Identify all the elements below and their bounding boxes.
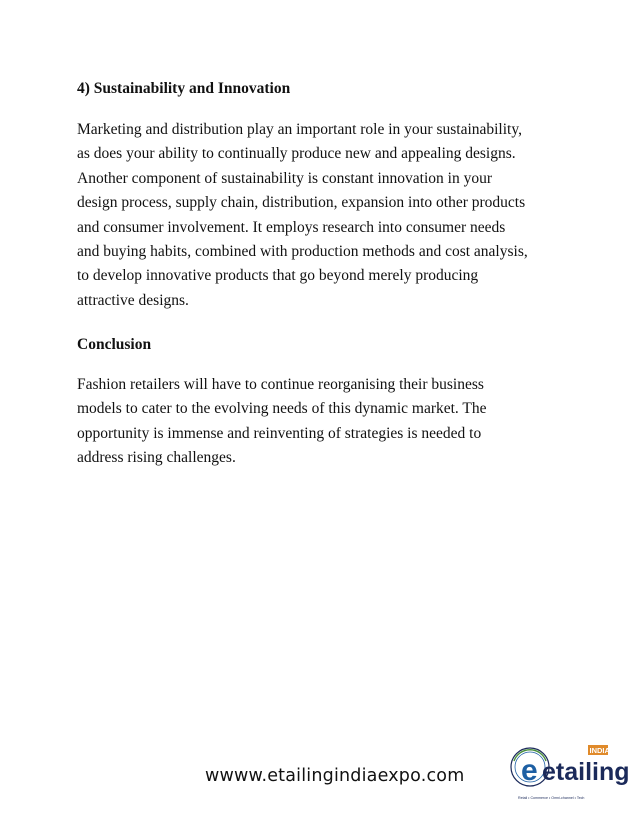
paragraph-line: models to cater to the evolving needs of this dynamic market. The [77, 400, 487, 418]
conclusion-paragraph [77, 373, 577, 471]
section-heading: 4) Sustainability and Innovation [77, 80, 291, 97]
paragraph-line: opportunity is immense and reinventing of strategies is needed to [77, 424, 482, 442]
conclusion-heading: Conclusion [77, 336, 152, 353]
paragraph-line: and consumer involvement. It employs research into consumer needs [77, 218, 506, 236]
paragraph-line: and buying habits, combined with production methods and cost analysis, [77, 243, 528, 261]
paragraph-line: to develop innovative products that go beyond merely producing [77, 267, 479, 285]
logo-badge-text: INDIA [589, 746, 610, 755]
logo-e-letter: e [521, 754, 538, 787]
paragraph-line: Fashion retailers will have to continue reorganising their business [77, 376, 484, 393]
paragraph-line: attractive designs. [77, 291, 189, 309]
paragraph-line: Marketing and distribution play an important role in your sustainability, [77, 121, 522, 138]
section-paragraph [77, 118, 577, 313]
paragraph-line: design process, supply chain, distribution, expansion into other products [77, 194, 526, 212]
logo-word: etailing [542, 758, 630, 786]
footer-website-link[interactable]: wwww.etailingindiaexpo.com [205, 766, 465, 786]
logo-tagline: Retail • Commerce • Omni-channel • Tech [518, 796, 585, 800]
etailing-logo [508, 733, 630, 805]
paragraph-line: address rising challenges. [77, 449, 236, 467]
paragraph-line: as does your ability to continually produce new and appealing designs. [77, 145, 516, 163]
paragraph-line: Another component of sustainability is constant innovation in your [77, 169, 492, 187]
